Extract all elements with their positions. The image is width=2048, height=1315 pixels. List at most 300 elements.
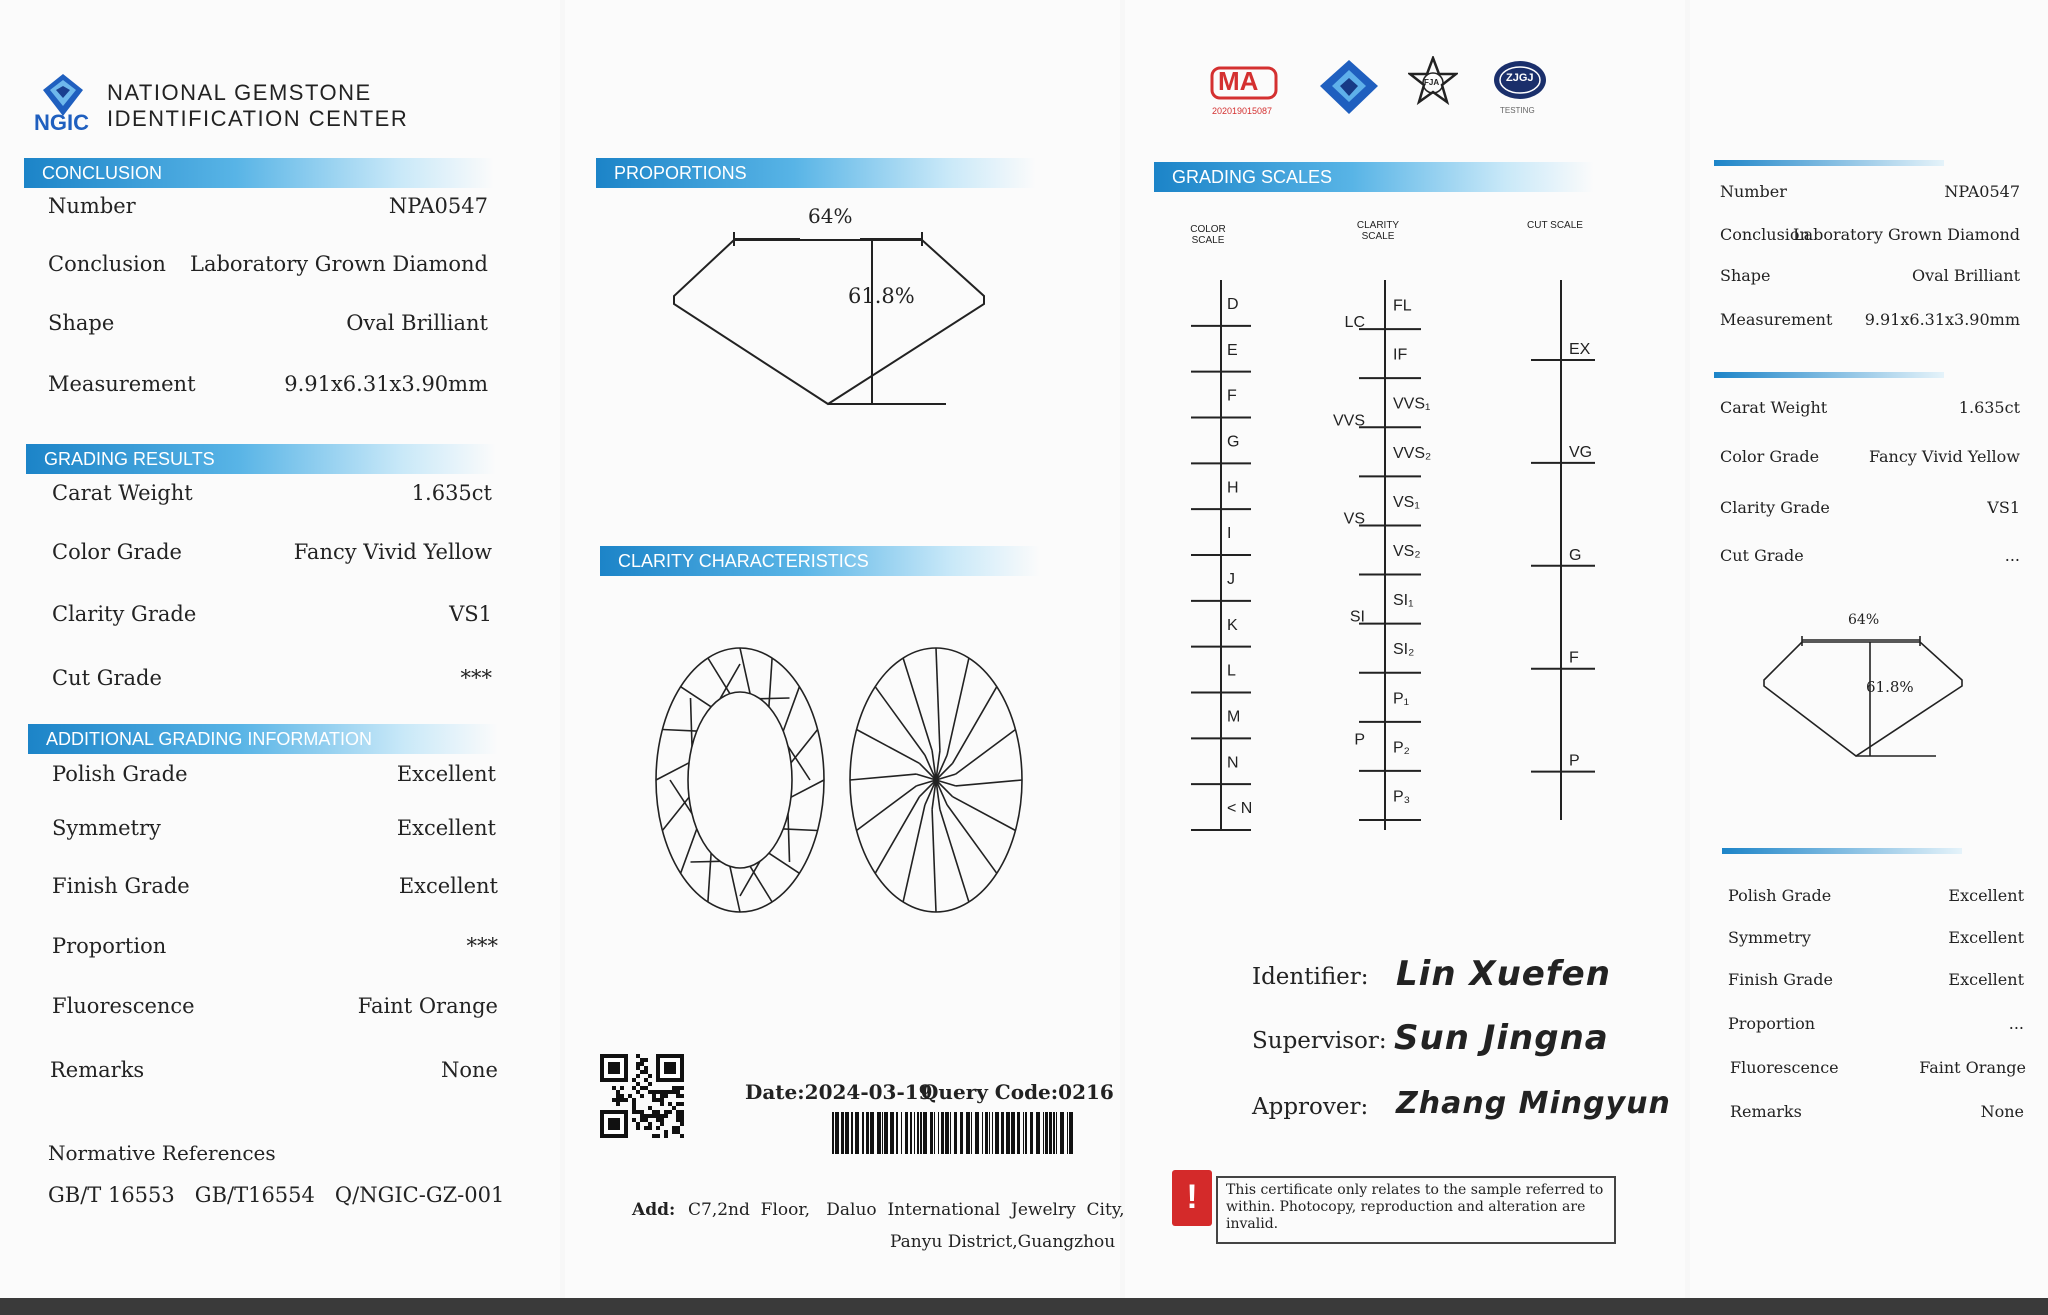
facet-line: [783, 687, 799, 731]
conclusion-row: [48, 194, 488, 228]
qr-module: [680, 1102, 684, 1106]
barcode-bar: [930, 1112, 933, 1154]
row-value: Faint Orange: [1919, 1058, 2026, 1077]
row-value: Excellent: [1948, 970, 2024, 989]
additional-row: [50, 1058, 498, 1092]
qr-module: [664, 1090, 668, 1094]
qr-code[interactable]: [598, 1048, 686, 1148]
qr-module: [660, 1098, 664, 1102]
qr-module: [644, 1070, 648, 1074]
cma-badge: [1208, 64, 1284, 120]
cma-number: 202019015087: [1212, 106, 1273, 116]
conclusion-row: [48, 372, 488, 406]
qr-module: [640, 1118, 644, 1122]
color-grade-label: I: [1227, 525, 1232, 543]
cut-grade-label: P: [1569, 752, 1580, 770]
qr-module: [616, 1094, 620, 1098]
additional-row: [52, 816, 496, 850]
clarity-grade-label: P₃: [1393, 788, 1411, 806]
barcode-bar: [989, 1112, 990, 1154]
facet-line: [760, 698, 790, 699]
summary-row: [1720, 498, 2020, 524]
summary-row: [1728, 1014, 2024, 1040]
approver-signature: Zhang Mingyun: [1396, 1086, 1671, 1121]
additional-row: [52, 994, 498, 1028]
qr-module: [680, 1086, 684, 1090]
qr-module: [676, 1114, 680, 1118]
color-grade-label: G: [1227, 433, 1240, 451]
qr-module: [636, 1074, 640, 1078]
barcode-bar: [1017, 1112, 1020, 1154]
section-grading-results-header: GRADING RESULTS: [26, 444, 496, 474]
summary-row: [1720, 266, 2020, 292]
qr-module: [644, 1066, 648, 1070]
barcode-bar: [1030, 1112, 1033, 1154]
facet-line: [956, 730, 1016, 775]
qr-module: [636, 1126, 640, 1130]
clarity-plot-diagram: [650, 640, 1030, 920]
barcode-bar: [910, 1112, 912, 1154]
summary-row: [1720, 398, 2020, 424]
qr-module: [660, 1118, 664, 1122]
row-value: NPA0547: [1944, 182, 2020, 201]
barcode-bar: [920, 1112, 922, 1154]
color-grade-label: L: [1227, 662, 1236, 680]
qr-module: [676, 1130, 680, 1134]
color-grade-label: F: [1227, 387, 1237, 405]
section-proportions-header: PROPORTIONS: [596, 158, 1036, 188]
cut-scale-header: CUT SCALE: [1527, 220, 1583, 231]
row-value: VS1: [449, 602, 492, 626]
qr-module: [676, 1102, 680, 1106]
facet-line: [936, 648, 940, 751]
fja-badge: [1408, 56, 1458, 108]
row-value: Oval Brilliant: [1911, 266, 2020, 285]
qr-module: [636, 1054, 640, 1058]
cut-grade-label: G: [1569, 546, 1582, 564]
grading-row: [52, 481, 492, 515]
warning-symbol: !: [1186, 1178, 1198, 1216]
row-label: Carat Weight: [52, 481, 193, 505]
clarity-scale-header: CLARITY SCALE: [1356, 220, 1400, 242]
color-grade-label: J: [1227, 570, 1235, 588]
qr-module: [640, 1086, 644, 1090]
barcode-bar: [882, 1112, 883, 1154]
row-label: Fluorescence: [1730, 1058, 1839, 1077]
barcode-bar: [832, 1112, 834, 1154]
cut-grade-label: EX: [1569, 341, 1591, 358]
logo-text: NGIC: [34, 110, 89, 135]
clarity-group-label: P: [1354, 731, 1365, 749]
barcode-bar: [1056, 1112, 1057, 1154]
qr-module: [672, 1090, 676, 1094]
qr-module: [676, 1126, 680, 1130]
facet-line: [708, 853, 711, 902]
ngic-diamond-icon: [1318, 58, 1380, 116]
qr-module: [652, 1134, 656, 1138]
row-label: Clarity Grade: [52, 602, 197, 626]
qr-module: [668, 1090, 672, 1094]
qr-module: [664, 1130, 668, 1134]
warning-icon: [1172, 1170, 1212, 1226]
color-grade-label: M: [1227, 708, 1241, 726]
barcode-bar: [1053, 1112, 1055, 1154]
cma-text: MA: [1218, 66, 1259, 96]
qr-module: [676, 1110, 680, 1114]
row-value: Excellent: [1948, 886, 2024, 905]
depth-percent-label: 61.8%: [848, 284, 915, 308]
qr-module: [620, 1094, 624, 1098]
row-value: Laboratory Grown Diamond: [190, 252, 488, 276]
additional-row: [52, 762, 496, 796]
barcode-bar: [971, 1112, 972, 1154]
section-additional-header: ADDITIONAL GRADING INFORMATION: [28, 724, 498, 754]
barcode-bar: [877, 1112, 881, 1154]
facet-line: [681, 829, 697, 873]
supervisor-signature: Sun Jingna: [1394, 1018, 1609, 1058]
grading-scales-area: [1125, 270, 1685, 840]
qr-module: [656, 1110, 660, 1114]
qr-module: [656, 1098, 660, 1102]
qr-module: [652, 1098, 656, 1102]
barcode-bar: [905, 1112, 908, 1154]
qr-module: [680, 1110, 684, 1114]
row-label: Symmetry: [52, 816, 161, 840]
barcode-bar: [950, 1112, 951, 1154]
org-name-line1: NATIONAL GEMSTONE: [107, 80, 372, 105]
address-line2: Panyu District,Guangzhou: [890, 1232, 1116, 1252]
facet-line: [791, 780, 824, 797]
facet-line: [947, 805, 997, 873]
color-grade-label: N: [1227, 754, 1239, 772]
qr-module: [668, 1102, 672, 1106]
qr-module: [636, 1066, 640, 1070]
barcode-bar: [890, 1112, 894, 1154]
row-label: Proportion: [1728, 1014, 1816, 1033]
qr-module: [616, 1098, 620, 1102]
barcode-bar: [1011, 1112, 1015, 1154]
qr-module: [640, 1110, 644, 1114]
clarity-grade-label: VS₁: [1393, 493, 1420, 511]
facet-line: [769, 658, 772, 707]
facet-line: [875, 687, 925, 755]
summary-row: [1730, 1102, 2024, 1128]
row-label: Color Grade: [1720, 447, 1820, 466]
supervisor-label: Supervisor:: [1252, 1028, 1387, 1054]
qr-module: [672, 1126, 676, 1130]
color-grade-label: D: [1227, 295, 1239, 313]
qr-module: [668, 1110, 672, 1114]
facet-line: [681, 687, 712, 707]
barcode-bar: [884, 1112, 888, 1154]
qr-finder: [664, 1062, 676, 1074]
additional-row: [52, 874, 498, 908]
qr-module: [656, 1118, 660, 1122]
row-value: None: [441, 1058, 498, 1082]
qr-module: [636, 1090, 640, 1094]
row-value: Excellent: [396, 762, 496, 786]
summary-row: [1728, 928, 2024, 954]
qr-module: [648, 1114, 652, 1118]
row-value: NPA0547: [388, 194, 488, 218]
row-value: 9.91x6.31x3.90mm: [284, 372, 488, 396]
fja-text: FJA: [1424, 78, 1440, 87]
qr-module: [640, 1114, 644, 1118]
qr-module: [676, 1090, 680, 1094]
summary-divider-top: [1714, 160, 1944, 166]
qr-module: [664, 1110, 668, 1114]
row-label: Color Grade: [52, 540, 182, 564]
qr-module: [680, 1118, 684, 1122]
row-value: 1.635ct: [1958, 398, 2020, 417]
qr-module: [672, 1130, 676, 1134]
row-label: Finish Grade: [1728, 970, 1833, 989]
qr-module: [620, 1086, 624, 1090]
conclusion-row: [48, 252, 488, 286]
barcode-bar: [1067, 1112, 1068, 1154]
summary-row: [1728, 886, 2024, 912]
row-label: Conclusion: [48, 252, 166, 276]
summary-row: [1730, 1058, 2026, 1084]
row-label: Number: [48, 194, 136, 218]
barcode-bar: [1045, 1112, 1048, 1154]
clarity-group-label: SI: [1349, 608, 1365, 626]
color-grade-label: K: [1227, 616, 1238, 634]
query-code-label: Query Code:0216: [921, 1080, 1114, 1104]
row-value: Faint Orange: [357, 994, 498, 1018]
qr-module: [616, 1102, 620, 1106]
address-line1: C7,2nd Floor, Daluo International Jewelry City,: [688, 1200, 1125, 1220]
barcode-bar: [866, 1112, 869, 1154]
qr-module: [676, 1094, 680, 1098]
qr-module: [648, 1126, 652, 1130]
summary-divider-mid: [1714, 372, 1944, 378]
summary-row: [1728, 970, 2024, 996]
color-scale-header: COLOR SCALE: [1190, 224, 1226, 246]
cut-grade-label: VG: [1569, 443, 1593, 461]
qr-module: [652, 1110, 656, 1114]
qr-module: [680, 1094, 684, 1098]
qr-module: [620, 1098, 624, 1102]
row-value: None: [1980, 1102, 2024, 1121]
qr-module: [616, 1090, 620, 1094]
color-grade-label: H: [1227, 479, 1239, 497]
barcode: [830, 1110, 1074, 1156]
qr-module: [632, 1086, 636, 1090]
barcode-bar: [966, 1112, 970, 1154]
row-label: Remarks: [1730, 1102, 1802, 1121]
qr-module: [644, 1058, 648, 1062]
qr-module: [636, 1110, 640, 1114]
row-label: Cut Grade: [52, 666, 162, 690]
row-label: Polish Grade: [52, 762, 188, 786]
grading-row: [52, 602, 492, 636]
color-grade-label: < N: [1227, 800, 1253, 818]
section-conclusion-header: CONCLUSION: [24, 158, 494, 188]
qr-module: [640, 1062, 644, 1066]
summary-row: [1720, 225, 2020, 251]
qr-module: [624, 1098, 628, 1102]
row-label: Remarks: [50, 1058, 145, 1082]
facet-line: [788, 814, 790, 862]
qr-module: [632, 1102, 636, 1106]
clarity-group-label: LC: [1344, 314, 1365, 332]
facet-line: [857, 786, 917, 831]
row-value: Fancy Vivid Yellow: [293, 540, 492, 564]
row-value: Excellent: [396, 816, 496, 840]
row-label: Carat Weight: [1720, 398, 1828, 417]
row-label: Fluorescence: [52, 994, 195, 1018]
qr-module: [664, 1114, 668, 1118]
row-value: 9.91x6.31x3.90mm: [1864, 310, 2020, 329]
qr-module: [672, 1086, 676, 1090]
summary-row: [1720, 310, 2020, 336]
row-value: Oval Brilliant: [346, 311, 488, 335]
qr-module: [640, 1070, 644, 1074]
qr-module: [644, 1078, 648, 1082]
clarity-group-label: VVS: [1332, 412, 1365, 430]
row-value: Excellent: [398, 874, 498, 898]
qr-module: [644, 1086, 648, 1090]
facet-line: [740, 648, 750, 694]
clarity-grade-label: SI₂: [1393, 641, 1415, 659]
qr-module: [636, 1122, 640, 1126]
qr-module: [656, 1126, 660, 1130]
facet-line: [730, 866, 740, 912]
barcode-bar: [938, 1112, 939, 1154]
facet-line: [940, 809, 969, 902]
clarity-grade-label: P₂: [1393, 739, 1410, 757]
facet-line: [769, 853, 800, 873]
barcode-bar: [855, 1112, 859, 1154]
approver-label: Approver:: [1252, 1094, 1369, 1120]
barcode-bar: [1043, 1112, 1044, 1154]
color-grade-label: E: [1227, 341, 1238, 359]
section-clarity-characteristics-header: CLARITY CHARACTERISTICS: [600, 546, 1040, 576]
summary-proportion-diagram: [1756, 612, 1966, 762]
row-value: ***: [460, 666, 492, 690]
qr-module: [660, 1122, 664, 1126]
qr-module: [648, 1106, 652, 1110]
grading-row: [52, 540, 492, 574]
barcode-bar: [1006, 1112, 1010, 1154]
barcode-bar: [923, 1112, 927, 1154]
barcode-bar: [870, 1112, 874, 1154]
facet-line: [932, 809, 936, 912]
row-value: Fancy Vivid Yellow: [1868, 447, 2020, 466]
row-label: Finish Grade: [52, 874, 190, 898]
clarity-grade-label: P₁: [1393, 690, 1410, 708]
row-label: Shape: [1720, 266, 1771, 285]
row-label: Measurement: [48, 372, 196, 396]
qr-module: [632, 1106, 636, 1110]
normative-title: Normative References: [48, 1141, 276, 1165]
qr-module: [636, 1062, 640, 1066]
qr-module: [640, 1094, 644, 1098]
barcode-bar: [862, 1112, 864, 1154]
row-value: ***: [466, 934, 498, 958]
summary-divider-bottom: [1722, 848, 1962, 854]
row-label: Measurement: [1720, 310, 1833, 329]
section-grading-scales-header: GRADING SCALES: [1154, 162, 1594, 192]
qr-module: [612, 1086, 616, 1090]
qr-module: [676, 1118, 680, 1122]
identifier-label: Identifier:: [1252, 964, 1369, 990]
barcode-bar: [1025, 1112, 1027, 1154]
qr-module: [676, 1086, 680, 1090]
normative-refs: GB/T 16553 GB/T16554 Q/NGIC-GZ-001: [48, 1183, 505, 1207]
barcode-bar: [845, 1112, 849, 1154]
table-percent-label: 64%: [808, 204, 853, 228]
qr-module: [648, 1122, 652, 1126]
qr-module: [648, 1090, 652, 1094]
qr-module: [660, 1114, 664, 1118]
facet-line: [956, 780, 1022, 786]
barcode-bar: [992, 1112, 993, 1154]
barcode-bar: [835, 1112, 839, 1154]
qr-module: [660, 1094, 664, 1098]
barcode-bar: [941, 1112, 944, 1154]
facet-line: [850, 774, 916, 780]
bottom-shadow: [0, 1298, 2048, 1315]
qr-module: [680, 1114, 684, 1118]
barcode-bar: [851, 1112, 853, 1154]
barcode-bar: [1036, 1112, 1040, 1154]
clarity-grade-label: IF: [1393, 346, 1408, 364]
barcode-bar: [1049, 1112, 1052, 1154]
qr-finder: [608, 1118, 620, 1130]
qr-module: [656, 1090, 660, 1094]
qr-module: [632, 1098, 636, 1102]
barcode-bar: [1060, 1112, 1064, 1154]
address-label: Add:: [632, 1200, 676, 1220]
barcode-bar: [985, 1112, 988, 1154]
qr-module: [652, 1090, 656, 1094]
grading-row: [52, 666, 492, 700]
barcode-bar: [901, 1112, 902, 1154]
qr-module: [632, 1078, 636, 1082]
qr-module: [660, 1102, 664, 1106]
barcode-bar: [934, 1112, 935, 1154]
zjgj-badge: [1490, 58, 1550, 118]
qr-module: [680, 1134, 684, 1138]
qr-module: [652, 1094, 656, 1098]
row-value: Excellent: [1948, 928, 2024, 947]
summary-row: [1720, 182, 2020, 208]
clarity-grade-label: VVS₂: [1393, 444, 1432, 462]
qr-module: [664, 1094, 668, 1098]
qr-module: [656, 1114, 660, 1118]
row-label: Clarity Grade: [1720, 498, 1830, 517]
row-value: VS1: [1987, 498, 2020, 517]
cut-grade-label: F: [1569, 649, 1579, 667]
qr-module: [632, 1118, 636, 1122]
barcode-bar: [917, 1112, 919, 1154]
barcode-bar: [995, 1112, 999, 1154]
qr-module: [664, 1134, 668, 1138]
qr-module: [640, 1058, 644, 1062]
summary-row: [1720, 546, 2020, 572]
qr-module: [648, 1082, 652, 1086]
row-label: Number: [1720, 182, 1787, 201]
facet-line: [691, 698, 693, 746]
barcode-bar: [896, 1112, 898, 1154]
date-label: Date:2024-03-19: [745, 1080, 933, 1104]
facet-line: [903, 658, 932, 751]
qr-module: [632, 1110, 636, 1114]
row-label: Shape: [48, 311, 115, 335]
barcode-bar: [1001, 1112, 1004, 1154]
